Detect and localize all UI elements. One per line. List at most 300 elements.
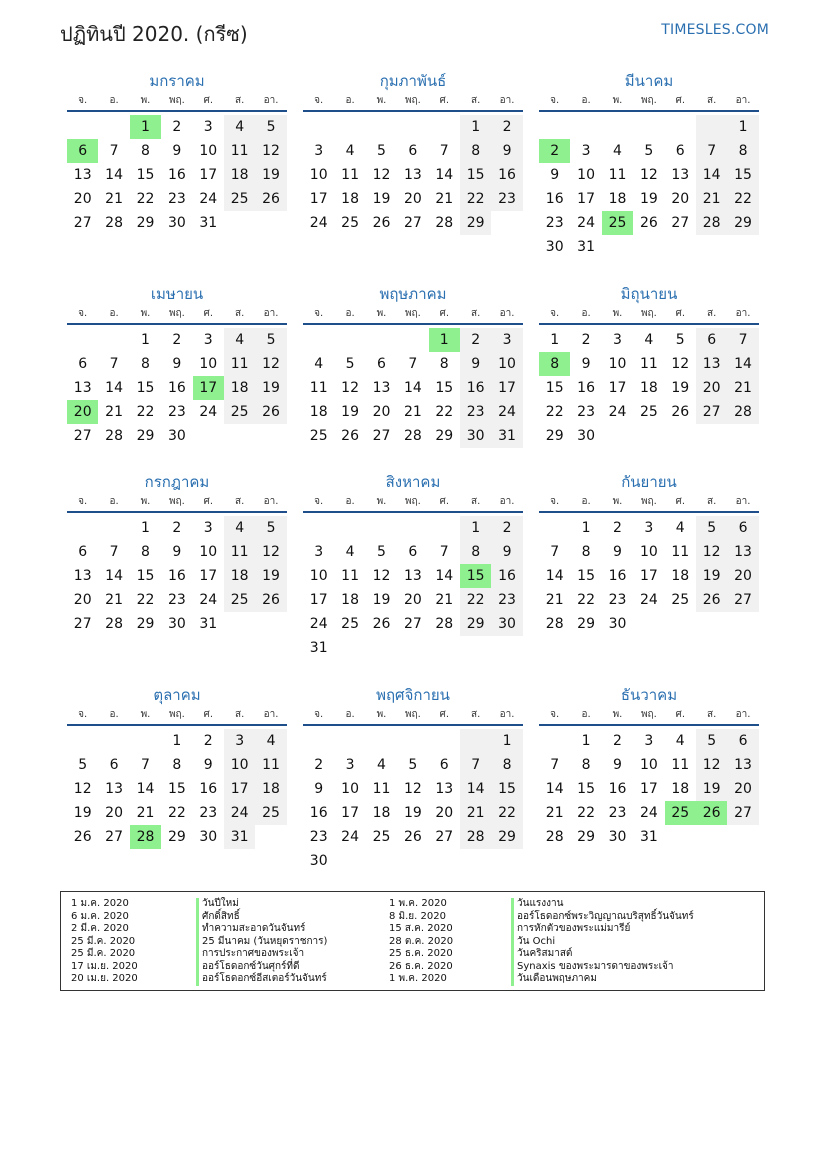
day-cell[interactable]: 31 xyxy=(639,829,658,845)
day-cell[interactable]: 2 xyxy=(460,328,491,352)
day-cell[interactable]: 23 xyxy=(577,404,595,420)
day-cell[interactable]: 13 xyxy=(727,753,758,777)
day-cell[interactable]: 26 xyxy=(372,616,391,632)
day-cell[interactable]: 10 xyxy=(309,568,328,584)
day-cell[interactable]: 16 xyxy=(491,163,522,187)
day-cell[interactable]: 7 xyxy=(109,143,119,159)
day-cell[interactable]: 27 xyxy=(696,400,727,424)
day-cell[interactable]: 26 xyxy=(255,400,286,424)
day-cell[interactable]: 18 xyxy=(671,781,690,797)
day-cell[interactable]: 22 xyxy=(491,801,522,825)
day-cell[interactable]: 17 xyxy=(309,191,328,207)
day-cell[interactable]: 4 xyxy=(255,729,286,753)
day-cell[interactable]: 5 xyxy=(78,757,88,773)
day-cell[interactable]: 28 xyxy=(435,215,454,231)
day-cell[interactable]: 8 xyxy=(491,753,522,777)
day-cell[interactable]: 9 xyxy=(314,781,324,797)
day-cell[interactable]: 13 xyxy=(403,167,422,183)
holiday-day-cell[interactable]: 28 xyxy=(130,825,161,849)
day-cell[interactable]: 22 xyxy=(136,592,155,608)
day-cell[interactable]: 11 xyxy=(341,167,359,183)
day-cell[interactable]: 29 xyxy=(545,428,564,444)
day-cell[interactable]: 7 xyxy=(696,139,727,163)
day-cell[interactable]: 5 xyxy=(255,328,286,352)
day-cell[interactable]: 13 xyxy=(671,167,690,183)
day-cell[interactable]: 23 xyxy=(199,805,218,821)
day-cell[interactable]: 22 xyxy=(136,191,155,207)
day-cell[interactable]: 24 xyxy=(199,592,218,608)
day-cell[interactable]: 24 xyxy=(491,400,522,424)
day-cell[interactable]: 1 xyxy=(550,332,560,348)
day-cell[interactable]: 15 xyxy=(136,167,155,183)
day-cell[interactable]: 11 xyxy=(608,167,627,183)
day-cell[interactable]: 25 xyxy=(341,616,359,632)
holiday-day-cell[interactable]: 17 xyxy=(193,376,224,400)
day-cell[interactable]: 28 xyxy=(105,428,123,444)
day-cell[interactable]: 16 xyxy=(167,380,186,396)
day-cell[interactable]: 18 xyxy=(671,568,690,584)
day-cell[interactable]: 4 xyxy=(224,328,255,352)
day-cell[interactable]: 13 xyxy=(73,380,92,396)
day-cell[interactable]: 27 xyxy=(403,215,422,231)
day-cell[interactable]: 28 xyxy=(105,215,123,231)
day-cell[interactable]: 19 xyxy=(639,191,658,207)
day-cell[interactable]: 10 xyxy=(199,544,218,560)
day-cell[interactable]: 29 xyxy=(460,211,491,235)
day-cell[interactable]: 2 xyxy=(581,332,591,348)
day-cell[interactable]: 21 xyxy=(136,805,155,821)
day-cell[interactable]: 5 xyxy=(255,115,286,139)
day-cell[interactable]: 10 xyxy=(608,356,627,372)
day-cell[interactable]: 14 xyxy=(105,568,123,584)
day-cell[interactable]: 23 xyxy=(608,805,627,821)
day-cell[interactable]: 7 xyxy=(408,356,418,372)
day-cell[interactable]: 2 xyxy=(172,520,182,536)
day-cell[interactable]: 25 xyxy=(224,400,255,424)
day-cell[interactable]: 23 xyxy=(545,215,564,231)
day-cell[interactable]: 25 xyxy=(224,588,255,612)
day-cell[interactable]: 27 xyxy=(73,428,92,444)
day-cell[interactable]: 10 xyxy=(199,356,218,372)
day-cell[interactable]: 15 xyxy=(545,380,564,396)
day-cell[interactable]: 18 xyxy=(309,404,328,420)
day-cell[interactable]: 15 xyxy=(136,380,155,396)
day-cell[interactable]: 5 xyxy=(345,356,355,372)
holiday-day-cell[interactable]: 1 xyxy=(429,328,460,352)
day-cell[interactable]: 2 xyxy=(491,516,522,540)
day-cell[interactable]: 26 xyxy=(639,215,658,231)
day-cell[interactable]: 23 xyxy=(608,592,627,608)
day-cell[interactable]: 16 xyxy=(577,380,595,396)
day-cell[interactable]: 29 xyxy=(136,215,155,231)
day-cell[interactable]: 17 xyxy=(639,781,658,797)
day-cell[interactable]: 7 xyxy=(141,757,150,773)
day-cell[interactable]: 1 xyxy=(141,520,150,536)
day-cell[interactable]: 12 xyxy=(639,167,658,183)
day-cell[interactable]: 20 xyxy=(696,376,727,400)
day-cell[interactable]: 15 xyxy=(435,380,454,396)
day-cell[interactable]: 10 xyxy=(199,143,218,159)
day-cell[interactable]: 30 xyxy=(167,215,186,231)
day-cell[interactable]: 15 xyxy=(727,163,758,187)
day-cell[interactable]: 21 xyxy=(105,191,123,207)
day-cell[interactable]: 27 xyxy=(435,829,454,845)
day-cell[interactable]: 16 xyxy=(491,564,522,588)
day-cell[interactable]: 13 xyxy=(105,781,123,797)
day-cell[interactable]: 11 xyxy=(224,139,255,163)
holiday-day-cell[interactable]: 25 xyxy=(665,801,696,825)
day-cell[interactable]: 7 xyxy=(550,757,560,773)
day-cell[interactable]: 17 xyxy=(309,592,328,608)
day-cell[interactable]: 2 xyxy=(613,733,622,749)
day-cell[interactable]: 29 xyxy=(435,428,454,444)
day-cell[interactable]: 27 xyxy=(73,616,92,632)
day-cell[interactable]: 29 xyxy=(460,612,491,636)
day-cell[interactable]: 29 xyxy=(167,829,186,845)
day-cell[interactable]: 18 xyxy=(224,376,255,400)
day-cell[interactable]: 25 xyxy=(639,404,658,420)
day-cell[interactable]: 17 xyxy=(639,568,658,584)
day-cell[interactable]: 14 xyxy=(460,777,491,801)
day-cell[interactable]: 25 xyxy=(341,215,359,231)
day-cell[interactable]: 30 xyxy=(460,424,491,448)
day-cell[interactable]: 21 xyxy=(545,805,564,821)
day-cell[interactable]: 20 xyxy=(727,564,758,588)
day-cell[interactable]: 6 xyxy=(439,757,449,773)
day-cell[interactable]: 16 xyxy=(199,781,218,797)
day-cell[interactable]: 16 xyxy=(608,568,627,584)
day-cell[interactable]: 19 xyxy=(255,163,286,187)
day-cell[interactable]: 8 xyxy=(581,544,591,560)
day-cell[interactable]: 9 xyxy=(172,143,182,159)
site-link[interactable]: TIMESLES.COM xyxy=(661,22,769,38)
day-cell[interactable]: 9 xyxy=(613,757,622,773)
day-cell[interactable]: 27 xyxy=(372,428,391,444)
day-cell[interactable]: 13 xyxy=(727,540,758,564)
day-cell[interactable]: 9 xyxy=(613,544,622,560)
day-cell[interactable]: 19 xyxy=(403,805,422,821)
day-cell[interactable]: 23 xyxy=(491,187,522,211)
day-cell[interactable]: 22 xyxy=(577,592,595,608)
day-cell[interactable]: 14 xyxy=(105,380,123,396)
day-cell[interactable]: 16 xyxy=(167,167,186,183)
day-cell[interactable]: 11 xyxy=(372,781,391,797)
day-cell[interactable]: 25 xyxy=(372,829,391,845)
day-cell[interactable]: 23 xyxy=(167,592,186,608)
day-cell[interactable]: 1 xyxy=(460,115,491,139)
day-cell[interactable]: 14 xyxy=(136,781,155,797)
day-cell[interactable]: 17 xyxy=(608,380,627,396)
day-cell[interactable]: 13 xyxy=(696,352,727,376)
day-cell[interactable]: 13 xyxy=(73,568,92,584)
day-cell[interactable]: 15 xyxy=(167,781,186,797)
day-cell[interactable]: 8 xyxy=(460,139,491,163)
day-cell[interactable]: 25 xyxy=(671,592,690,608)
day-cell[interactable]: 24 xyxy=(224,801,255,825)
holiday-day-cell[interactable]: 8 xyxy=(539,352,570,376)
day-cell[interactable]: 3 xyxy=(345,757,355,773)
day-cell[interactable]: 15 xyxy=(577,781,595,797)
day-cell[interactable]: 19 xyxy=(255,564,286,588)
day-cell[interactable]: 3 xyxy=(203,332,213,348)
day-cell[interactable]: 15 xyxy=(460,163,491,187)
day-cell[interactable]: 24 xyxy=(639,805,658,821)
day-cell[interactable]: 11 xyxy=(309,380,328,396)
day-cell[interactable]: 6 xyxy=(675,143,685,159)
day-cell[interactable]: 15 xyxy=(491,777,522,801)
day-cell[interactable]: 1 xyxy=(727,115,758,139)
day-cell[interactable]: 9 xyxy=(550,167,560,183)
day-cell[interactable]: 4 xyxy=(314,356,324,372)
day-cell[interactable]: 11 xyxy=(639,356,658,372)
day-cell[interactable]: 11 xyxy=(671,544,690,560)
day-cell[interactable]: 28 xyxy=(435,616,454,632)
day-cell[interactable]: 10 xyxy=(309,167,328,183)
day-cell[interactable]: 16 xyxy=(167,568,186,584)
day-cell[interactable]: 3 xyxy=(581,143,591,159)
day-cell[interactable]: 18 xyxy=(608,191,627,207)
day-cell[interactable]: 4 xyxy=(224,516,255,540)
day-cell[interactable]: 23 xyxy=(167,404,186,420)
day-cell[interactable]: 19 xyxy=(255,376,286,400)
day-cell[interactable]: 6 xyxy=(408,143,418,159)
day-cell[interactable]: 30 xyxy=(199,829,218,845)
day-cell[interactable]: 8 xyxy=(460,540,491,564)
day-cell[interactable]: 28 xyxy=(545,616,564,632)
day-cell[interactable]: 31 xyxy=(224,825,255,849)
day-cell[interactable]: 8 xyxy=(727,139,758,163)
day-cell[interactable]: 4 xyxy=(345,143,355,159)
day-cell[interactable]: 23 xyxy=(167,191,186,207)
day-cell[interactable]: 20 xyxy=(403,592,422,608)
day-cell[interactable]: 12 xyxy=(372,167,391,183)
day-cell[interactable]: 6 xyxy=(408,544,418,560)
day-cell[interactable]: 19 xyxy=(73,805,92,821)
day-cell[interactable]: 29 xyxy=(727,211,758,235)
day-cell[interactable]: 3 xyxy=(224,729,255,753)
day-cell[interactable]: 16 xyxy=(460,376,491,400)
day-cell[interactable]: 7 xyxy=(727,328,758,352)
day-cell[interactable]: 2 xyxy=(491,115,522,139)
day-cell[interactable]: 27 xyxy=(671,215,690,231)
day-cell[interactable]: 11 xyxy=(255,753,286,777)
day-cell[interactable]: 29 xyxy=(491,825,522,849)
day-cell[interactable]: 20 xyxy=(73,191,92,207)
day-cell[interactable]: 24 xyxy=(577,215,595,231)
day-cell[interactable]: 30 xyxy=(309,853,328,869)
day-cell[interactable]: 24 xyxy=(199,404,218,420)
day-cell[interactable]: 1 xyxy=(172,733,182,749)
day-cell[interactable]: 26 xyxy=(696,588,727,612)
day-cell[interactable]: 14 xyxy=(727,352,758,376)
day-cell[interactable]: 6 xyxy=(377,356,386,372)
day-cell[interactable]: 22 xyxy=(545,404,564,420)
day-cell[interactable]: 21 xyxy=(105,404,123,420)
day-cell[interactable]: 5 xyxy=(675,332,685,348)
day-cell[interactable]: 30 xyxy=(491,612,522,636)
day-cell[interactable]: 31 xyxy=(577,239,595,255)
day-cell[interactable]: 13 xyxy=(372,380,391,396)
day-cell[interactable]: 4 xyxy=(345,544,355,560)
day-cell[interactable]: 9 xyxy=(491,139,522,163)
day-cell[interactable]: 6 xyxy=(78,544,88,560)
day-cell[interactable]: 16 xyxy=(545,191,564,207)
day-cell[interactable]: 9 xyxy=(203,757,213,773)
day-cell[interactable]: 6 xyxy=(696,328,727,352)
day-cell[interactable]: 9 xyxy=(172,544,182,560)
day-cell[interactable]: 20 xyxy=(671,191,690,207)
day-cell[interactable]: 23 xyxy=(460,400,491,424)
day-cell[interactable]: 21 xyxy=(545,592,564,608)
holiday-day-cell[interactable]: 15 xyxy=(460,564,491,588)
day-cell[interactable]: 3 xyxy=(314,544,324,560)
day-cell[interactable]: 3 xyxy=(203,119,213,135)
day-cell[interactable]: 19 xyxy=(696,564,727,588)
day-cell[interactable]: 30 xyxy=(167,428,186,444)
day-cell[interactable]: 28 xyxy=(727,400,758,424)
day-cell[interactable]: 21 xyxy=(727,376,758,400)
day-cell[interactable]: 3 xyxy=(644,733,654,749)
day-cell[interactable]: 20 xyxy=(105,805,123,821)
day-cell[interactable]: 22 xyxy=(577,805,595,821)
day-cell[interactable]: 11 xyxy=(224,540,255,564)
day-cell[interactable]: 1 xyxy=(491,729,522,753)
day-cell[interactable]: 20 xyxy=(403,191,422,207)
day-cell[interactable]: 22 xyxy=(460,588,491,612)
day-cell[interactable]: 30 xyxy=(608,829,627,845)
day-cell[interactable]: 3 xyxy=(491,328,522,352)
day-cell[interactable]: 18 xyxy=(341,191,359,207)
day-cell[interactable]: 18 xyxy=(255,777,286,801)
day-cell[interactable]: 29 xyxy=(577,829,595,845)
day-cell[interactable]: 25 xyxy=(309,428,328,444)
day-cell[interactable]: 4 xyxy=(224,115,255,139)
day-cell[interactable]: 17 xyxy=(224,777,255,801)
day-cell[interactable]: 12 xyxy=(671,356,690,372)
day-cell[interactable]: 22 xyxy=(435,404,454,420)
day-cell[interactable]: 13 xyxy=(435,781,454,797)
day-cell[interactable]: 6 xyxy=(78,356,88,372)
day-cell[interactable]: 11 xyxy=(224,352,255,376)
day-cell[interactable]: 27 xyxy=(727,801,758,825)
day-cell[interactable]: 12 xyxy=(403,781,422,797)
day-cell[interactable]: 27 xyxy=(73,215,92,231)
day-cell[interactable]: 10 xyxy=(341,781,359,797)
day-cell[interactable]: 18 xyxy=(372,805,391,821)
day-cell[interactable]: 9 xyxy=(172,356,182,372)
day-cell[interactable]: 27 xyxy=(403,616,422,632)
day-cell[interactable]: 5 xyxy=(644,143,654,159)
day-cell[interactable]: 17 xyxy=(199,167,218,183)
day-cell[interactable]: 14 xyxy=(435,167,454,183)
day-cell[interactable]: 21 xyxy=(435,592,454,608)
day-cell[interactable]: 26 xyxy=(372,215,391,231)
day-cell[interactable]: 17 xyxy=(577,191,595,207)
day-cell[interactable]: 3 xyxy=(314,143,324,159)
day-cell[interactable]: 19 xyxy=(696,777,727,801)
day-cell[interactable]: 24 xyxy=(341,829,359,845)
day-cell[interactable]: 18 xyxy=(224,163,255,187)
day-cell[interactable]: 26 xyxy=(255,187,286,211)
day-cell[interactable]: 20 xyxy=(73,592,92,608)
holiday-day-cell[interactable]: 6 xyxy=(67,139,98,163)
day-cell[interactable]: 1 xyxy=(460,516,491,540)
day-cell[interactable]: 4 xyxy=(377,757,386,773)
day-cell[interactable]: 26 xyxy=(341,428,359,444)
day-cell[interactable]: 3 xyxy=(644,520,654,536)
day-cell[interactable]: 2 xyxy=(203,733,213,749)
day-cell[interactable]: 8 xyxy=(439,356,449,372)
day-cell[interactable]: 5 xyxy=(696,516,727,540)
day-cell[interactable]: 13 xyxy=(73,167,92,183)
day-cell[interactable]: 21 xyxy=(435,191,454,207)
day-cell[interactable]: 26 xyxy=(73,829,92,845)
holiday-day-cell[interactable]: 26 xyxy=(696,801,727,825)
day-cell[interactable]: 10 xyxy=(639,757,658,773)
day-cell[interactable]: 24 xyxy=(639,592,658,608)
day-cell[interactable]: 19 xyxy=(671,380,690,396)
day-cell[interactable]: 11 xyxy=(671,757,690,773)
day-cell[interactable]: 8 xyxy=(141,143,150,159)
day-cell[interactable]: 10 xyxy=(639,544,658,560)
day-cell[interactable]: 18 xyxy=(224,564,255,588)
day-cell[interactable]: 10 xyxy=(224,753,255,777)
day-cell[interactable]: 6 xyxy=(109,757,119,773)
day-cell[interactable]: 5 xyxy=(408,757,418,773)
day-cell[interactable]: 13 xyxy=(403,568,422,584)
day-cell[interactable]: 14 xyxy=(545,781,564,797)
day-cell[interactable]: 21 xyxy=(696,187,727,211)
day-cell[interactable]: 10 xyxy=(491,352,522,376)
day-cell[interactable]: 16 xyxy=(608,781,627,797)
day-cell[interactable]: 31 xyxy=(309,640,328,656)
day-cell[interactable]: 12 xyxy=(255,352,286,376)
day-cell[interactable]: 9 xyxy=(460,352,491,376)
day-cell[interactable]: 28 xyxy=(545,829,564,845)
day-cell[interactable]: 5 xyxy=(255,516,286,540)
day-cell[interactable]: 8 xyxy=(141,356,150,372)
day-cell[interactable]: 31 xyxy=(199,215,218,231)
day-cell[interactable]: 17 xyxy=(341,805,359,821)
day-cell[interactable]: 15 xyxy=(136,568,155,584)
day-cell[interactable]: 14 xyxy=(105,167,123,183)
day-cell[interactable]: 12 xyxy=(341,380,359,396)
day-cell[interactable]: 2 xyxy=(172,332,182,348)
day-cell[interactable]: 5 xyxy=(696,729,727,753)
day-cell[interactable]: 27 xyxy=(727,588,758,612)
day-cell[interactable]: 3 xyxy=(203,520,213,536)
day-cell[interactable]: 14 xyxy=(403,380,422,396)
day-cell[interactable]: 5 xyxy=(377,544,386,560)
day-cell[interactable]: 25 xyxy=(255,801,286,825)
day-cell[interactable]: 28 xyxy=(105,616,123,632)
day-cell[interactable]: 14 xyxy=(545,568,564,584)
day-cell[interactable]: 22 xyxy=(460,187,491,211)
day-cell[interactable]: 4 xyxy=(613,143,622,159)
day-cell[interactable]: 6 xyxy=(727,516,758,540)
day-cell[interactable]: 1 xyxy=(581,733,591,749)
day-cell[interactable]: 29 xyxy=(136,616,155,632)
day-cell[interactable]: 12 xyxy=(73,781,92,797)
day-cell[interactable]: 29 xyxy=(577,616,595,632)
day-cell[interactable]: 28 xyxy=(403,428,422,444)
day-cell[interactable]: 7 xyxy=(439,143,449,159)
day-cell[interactable]: 1 xyxy=(141,332,150,348)
day-cell[interactable]: 5 xyxy=(377,143,386,159)
day-cell[interactable]: 18 xyxy=(341,592,359,608)
day-cell[interactable]: 27 xyxy=(105,829,123,845)
day-cell[interactable]: 8 xyxy=(172,757,182,773)
